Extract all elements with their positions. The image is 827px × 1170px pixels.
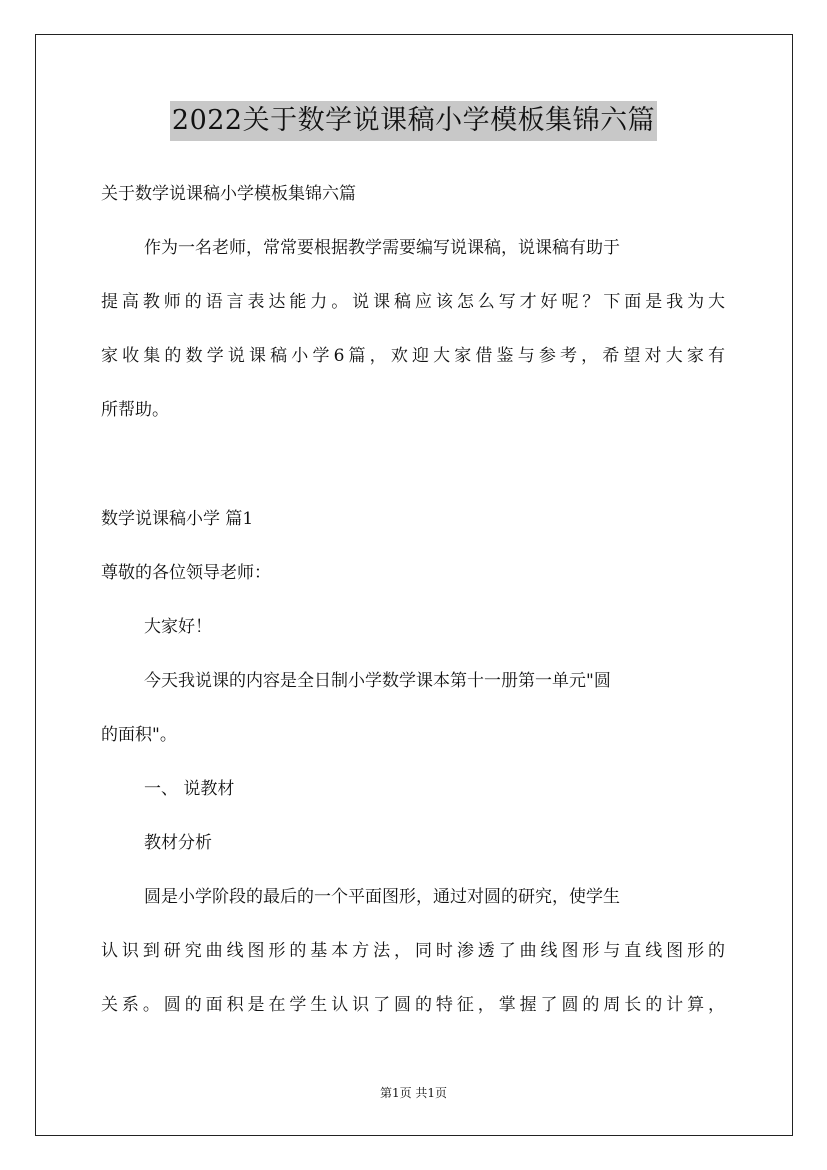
title-wrapper <box>0 101 827 141</box>
paragraph-line: 今天我说课的内容是全日制小学数学课本第十一册第一单元"圆 <box>144 671 611 691</box>
salutation-line: 尊敬的各位领导老师： <box>101 563 271 583</box>
paragraph-line: 圆是小学阶段的最后的一个平面图形，通过对圆的研究，使学生 <box>144 887 620 907</box>
greeting-line: 大家好！ <box>144 617 212 637</box>
subsection-heading: 教材分析 <box>144 833 212 853</box>
paragraph-line: 所帮助。 <box>101 400 169 420</box>
paragraph-line: 的面积"。 <box>101 725 177 745</box>
paragraph-line: 家收集的数学说课稿小学6篇，欢迎大家借鉴与参考，希望对大家有 <box>101 346 725 366</box>
page-footer: 第1页 共1页 <box>379 1086 448 1100</box>
document-title: 2022关于数学说课稿小学模板集锦六篇 <box>170 101 657 141</box>
paragraph-line: 关系。圆的面积是在学生认识了圆的特征，掌握了圆的周长的计算， <box>101 995 725 1015</box>
subsection-heading: 一、 说教材 <box>144 779 235 799</box>
subtitle-line: 关于数学说课稿小学模板集锦六篇 <box>101 184 356 204</box>
section-heading: 数学说课稿小学 篇1 <box>101 509 254 529</box>
paragraph-line: 作为一名老师，常常要根据教学需要编写说课稿，说课稿有助于 <box>144 238 620 258</box>
paragraph-line: 认识到研究曲线图形的基本方法，同时渗透了曲线图形与直线图形的 <box>101 941 725 961</box>
paragraph-line: 提高教师的语言表达能力。说课稿应该怎么写才好呢？下面是我为大 <box>101 292 725 312</box>
